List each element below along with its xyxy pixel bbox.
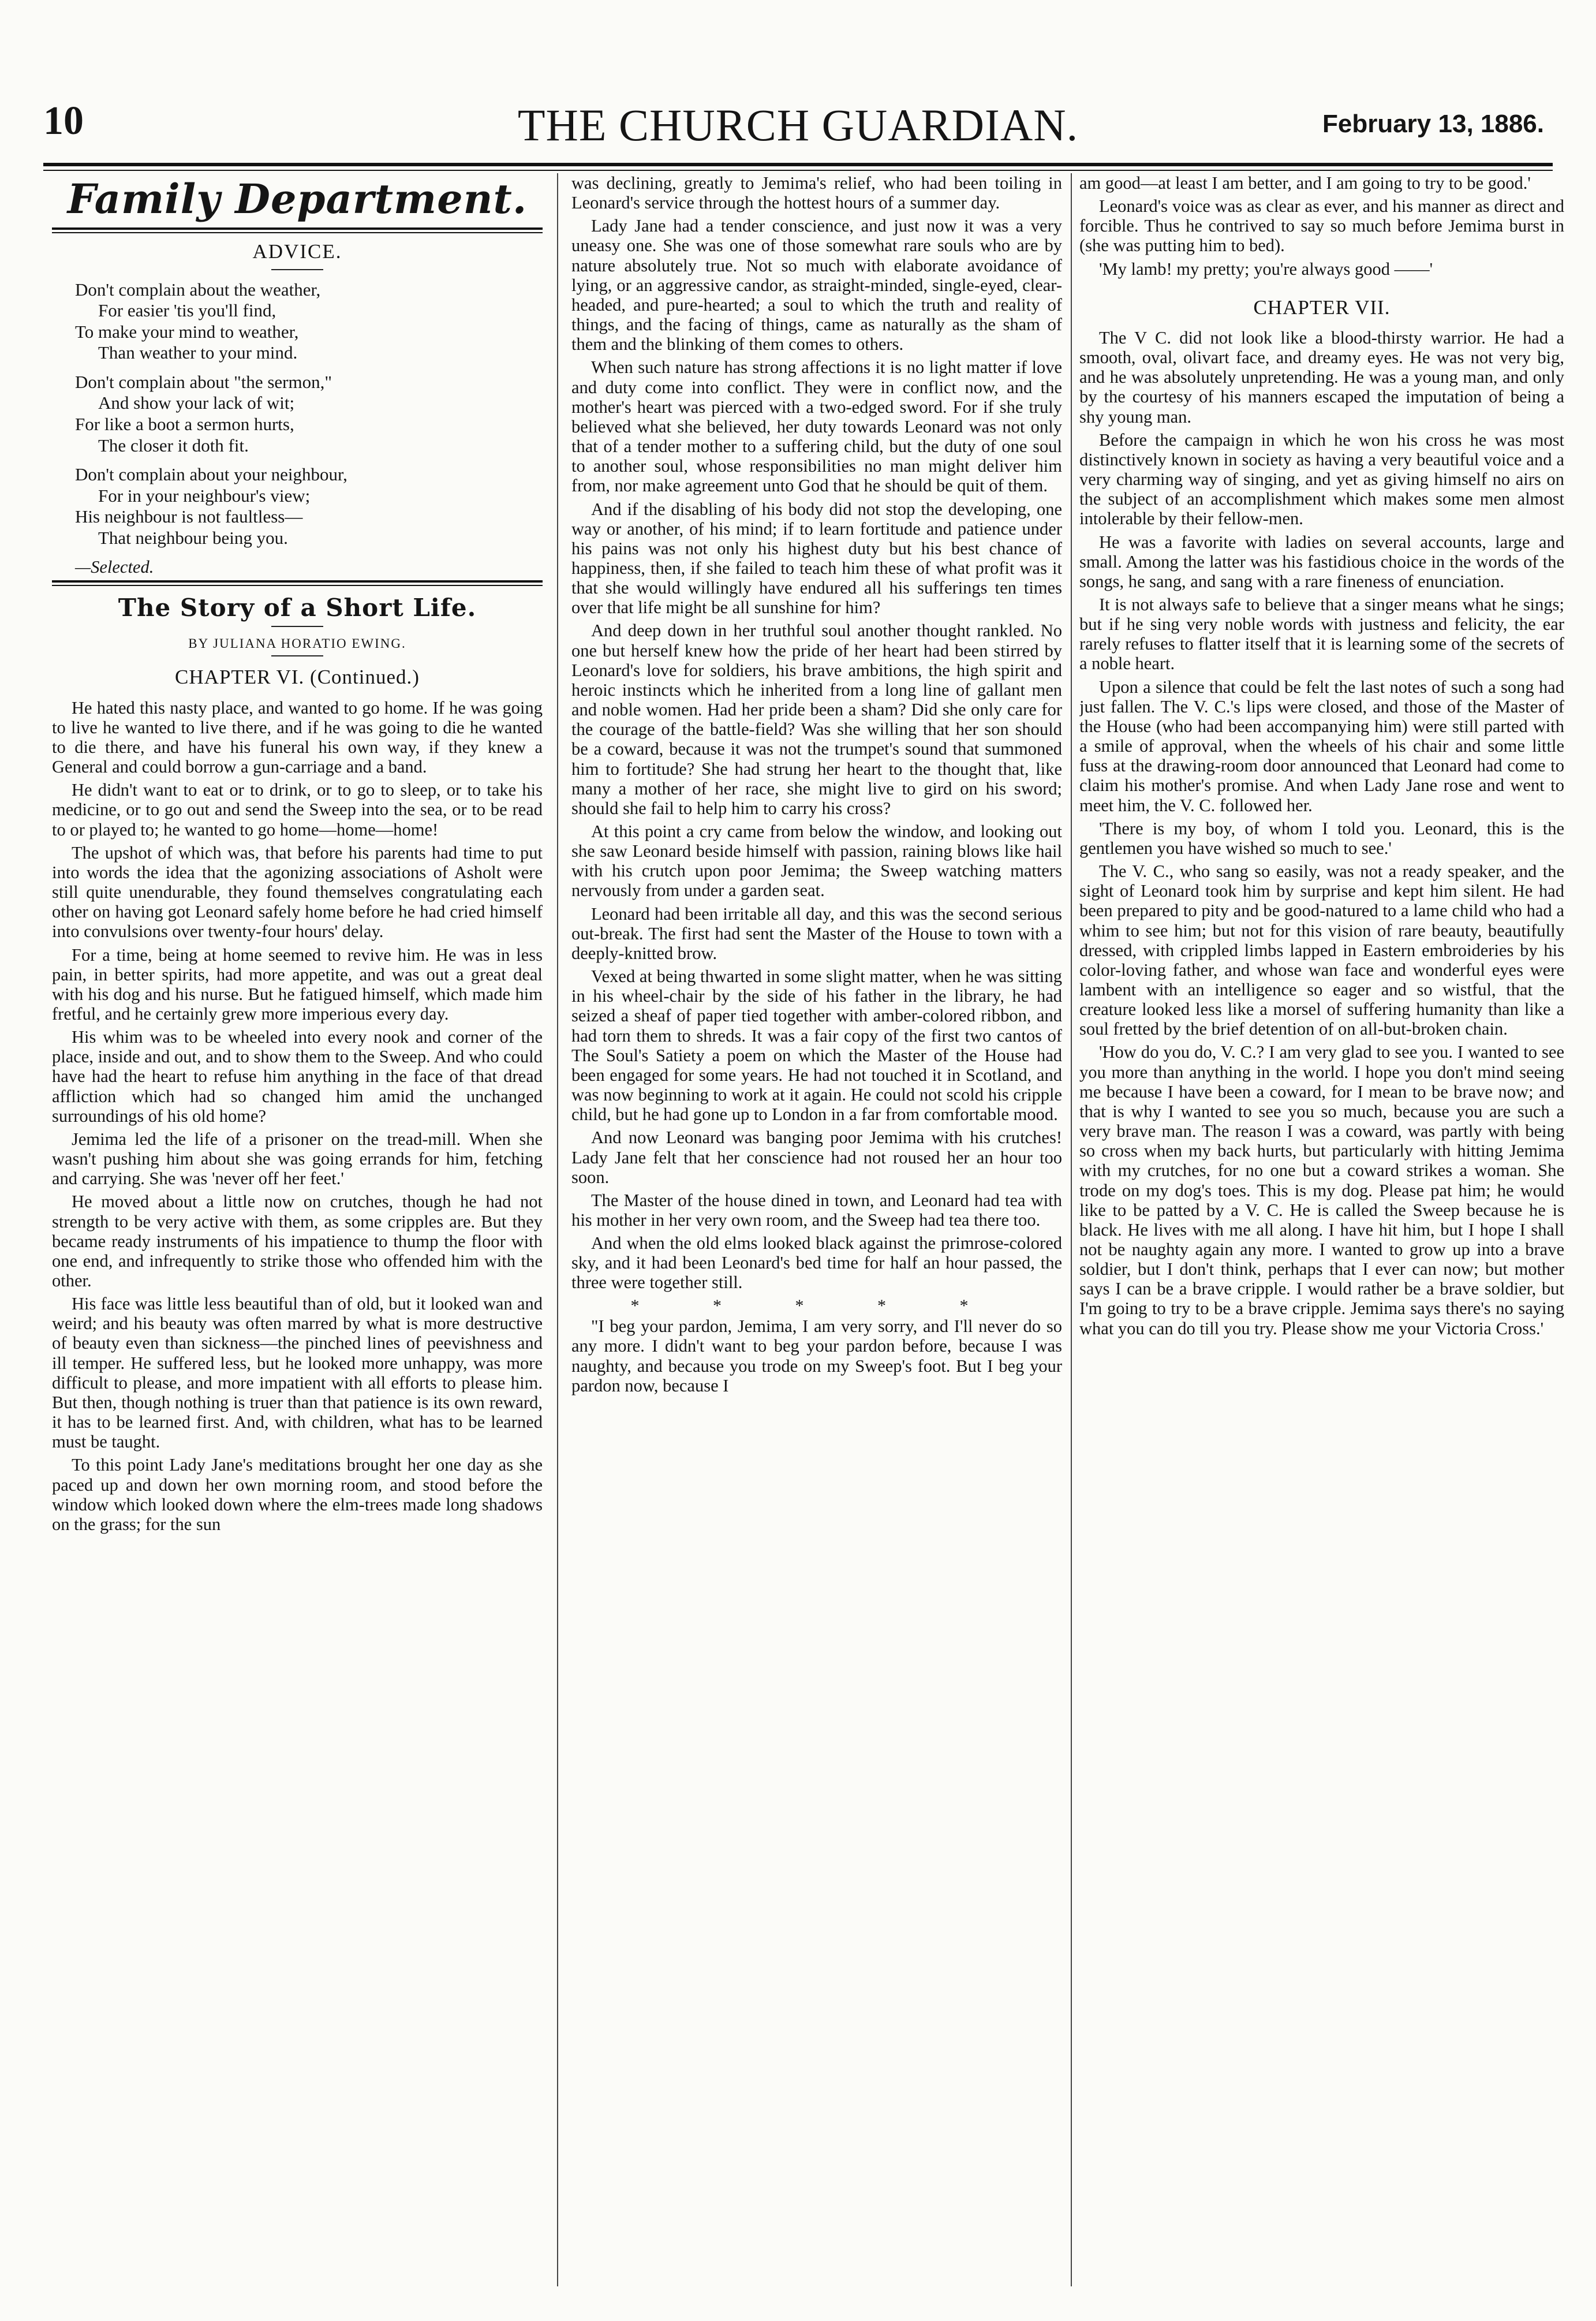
issue-date: February 13, 1886. xyxy=(1322,110,1544,138)
poem-line: Than weather to your mind. xyxy=(98,342,298,363)
divider xyxy=(52,580,543,583)
poem-stanza xyxy=(52,372,543,456)
chapter-heading: CHAPTER VII. xyxy=(1253,296,1391,319)
paragraph: "I beg your pardon, Jemima, I am very sorry, and I'll never do so any more. I didn't want to beg your pardon before, because I was naughty, and because you trode on my Sweep's foot. But I beg your pardon now, because I xyxy=(571,1316,1062,1395)
paragraph: It is not always safe to believe that a singer means what he sings; but if he sing very noble words with justness and felicity, the ear rarely refuses to flatter itself that it is learning some of the secrets of a noble heart. xyxy=(1079,595,1564,674)
article-body xyxy=(1079,173,1564,279)
paragraph: Leonard's voice was as clear as ever, and his manner as direct and forcible. Thus he contrived to say so much before Jemima burst in (she was putting him to bed). xyxy=(1079,196,1564,256)
paragraph: And deep down in her truthful soul another thought rankled. No one but herself knew how the pride of her heart had been stirred by Leonard's love for soldiers, his brave ambitions, the high spirit and heroic instincts which he inherited from a long line of gallant men and noble women. Had her pride been a sham? Did she only care for the courage of the battle-field? Was she willing that her son should be a coward, because it was not the trumpet's sound that summoned him to fortitude? She had strung her heart to the thought that, like many a mother of her race, she might live to gird on his sword; should she fail to help him to carry his cross? xyxy=(571,621,1062,818)
divider xyxy=(52,585,543,586)
paragraph: He didn't want to eat or to drink, or to go to sleep, or to take his medicine, or to go out and send the Sweep into the sea, or to be read to or played to; he wanted to go home—home—home! xyxy=(52,780,543,839)
divider xyxy=(271,655,323,656)
article-body xyxy=(571,1316,1062,1395)
section-break: * * * * * xyxy=(630,1296,1003,1315)
chapter-heading: CHAPTER VI. (Continued.) xyxy=(175,666,420,689)
paragraph: He was a favorite with ladies on several accounts, large and small. Among the latter was his fastidious choice in the words of the songs, he sang, and sang with a rare fineness of enunciation. xyxy=(1079,532,1564,591)
paragraph: Lady Jane had a tender conscience, and just now it was a very uneasy one. She was one of those somewhat rare souls who are by nature absolutely true. Not so much with elaborate avoidance of lying, or an aggressive candor, as straight-minded, single-eyed, clear-headed, and pure-hearted; a soul to which the truth and reality of things, and the facing of things, came as naturally as the sham of them and the blinking of them comes to others. xyxy=(571,216,1062,355)
divider xyxy=(271,269,323,270)
column-divider xyxy=(557,173,558,2286)
poem-line: For easier 'tis you'll find, xyxy=(98,300,276,321)
divider xyxy=(52,227,543,230)
paragraph: The Master of the house dined in town, and Leonard had tea with his mother in her very own room, and the Sweep had tea there too. xyxy=(571,1190,1062,1230)
paragraph: The V. C., who sang so easily, was not a ready speaker, and the sight of Leonard took him by surprise and kept him silent. He had been prepared to pity and be good-natured to a lame child who had a whim to see him; but not for this vision of rare beauty, beautifully dressed, with crippled limbs lapped in Eastern embroideries by his color-loving father, and whose wan face and wonderful eyes were lambent with an intelligence so eager and so wistful, that the creature looked less like a morsel of suffering humanity than like a soul fretted by the brief detention of on all-but-broken chain. xyxy=(1079,861,1564,1039)
paragraph: am good—at least I am better, and I am going to try to be good.' xyxy=(1079,173,1531,193)
poem-line: Don't complain about "the sermon," xyxy=(75,371,332,392)
paragraph: And when the old elms looked black against the primrose-colored sky, and it had been Leonard's bed time for half an hour passed, the three were together still. xyxy=(571,1233,1062,1293)
paragraph: When such nature has strong affections it is no light matter if love and duty come into conflict. They were in conflict now, and the mother's heart was pierced with a two-edged sword. For if she truly believed what she believed, her duty towards Leonard was not only that of a tender mother to a suffering child, but the duty of one soul to another soul, whose responsibilities no man might deliver him from, nor make agreement unto God that he should be quit of them. xyxy=(571,357,1062,496)
poem xyxy=(52,279,543,549)
paragraph: Leonard had been irritable all day, and this was the second serious out-break. The first had sent the Master of the House to town with a deeply-knitted brow. xyxy=(571,904,1062,963)
poem-line: For in your neighbour's view; xyxy=(98,485,311,506)
article-body xyxy=(52,698,543,1534)
paragraph: He hated this nasty place, and wanted to go home. If he was going to live he wanted to live there, and if he was going to die he wanted to die there, and have his funeral his own way, if they knew a General and could borrow a gun-carriage and a band. xyxy=(52,697,543,777)
paragraph: His whim was to be wheeled into every nook and corner of the place, inside and out, and to show them to the Sweep. And who could have had the heart to refuse him anything in the face of that dread affliction which had so changed him amid the unchanged surroundings of his old home? xyxy=(52,1027,543,1126)
poem-stanza xyxy=(52,464,543,548)
newspaper-title: THE CHURCH GUARDIAN. xyxy=(517,100,1079,150)
column-3 xyxy=(1079,173,1564,2309)
column-2 xyxy=(571,173,1062,2309)
paragraph: At this point a cry came from below the window, and looking out she saw Leonard beside himself with passion, raining blows like hail with his crutch upon poor Jemima; the Sweep watching matters nervously from under a garden seat. xyxy=(571,822,1062,901)
poem-line: Don't complain about the weather, xyxy=(75,279,321,300)
divider xyxy=(52,232,543,233)
paragraph: He moved about a little now on crutches, though he had not strength to be very active with them, as some cripples are. But they became ready instruments of his impatience to thump the floor with one end, and infrequently to strike those who offended him with the other. xyxy=(52,1192,543,1291)
poem-title: ADVICE. xyxy=(252,240,342,263)
paragraph: For a time, being at home seemed to revive him. He was in less pain, in better spirits, had more appetite, and was out a great deal with his dog and his nurse. But he fatigued himself, which made him fretful, and he certainly grew more imperious every day. xyxy=(52,945,543,1024)
article-body xyxy=(571,173,1062,1293)
paragraph: Upon a silence that could be felt the last notes of such a song had just fallen. The V. C.'s lips were closed, and those of the Master of the House (who had been accompanying him) were still parted with a smile of approval, when the wheels of his chair and some little fuss at the drawing-room door announced that Leonard had come to claim his mother's promise. And when Lady Jane rose and went to meet him, the V. C. followed her. xyxy=(1079,677,1564,815)
poem-credit: —Selected. xyxy=(75,557,154,577)
poem-stanza xyxy=(52,279,543,364)
paragraph: Before the campaign in which he won his cross he was most distinctively known in society as having a very beautiful voice and a very charming way of singing, and yet as giving himself no airs on the subject of an accomplishment which makes some men almost intolerable by their fellow-men. xyxy=(1079,430,1564,529)
column-1 xyxy=(52,173,543,2309)
paragraph: And now Leonard was banging poor Jemima with his crutches! Lady Jane felt that her conscience had not roused her an hour too soon. xyxy=(571,1128,1062,1187)
story-title: The Story of a Short Life. xyxy=(118,593,477,622)
poem-line: And show your lack of wit; xyxy=(98,393,295,413)
paragraph: 'There is my boy, of whom I told you. Leonard, this is the gentlemen you have wished so much to see.' xyxy=(1079,818,1564,858)
page-number: 10 xyxy=(43,99,84,143)
paragraph: Jemima led the life of a prisoner on the tread-mill. When she wasn't pushing him about she was going errands for him, fetching and carrying. She was 'never off her feet.' xyxy=(52,1129,543,1189)
article-body xyxy=(1079,328,1564,1338)
paragraph: 'My lamb! my pretty; you're always good ——' xyxy=(1099,259,1433,279)
byline: BY JULIANA HORATIO EWING. xyxy=(188,636,406,651)
masthead-rule-thick xyxy=(43,163,1553,166)
department-heading: Family Department. xyxy=(67,175,528,223)
masthead-rule-thin xyxy=(43,170,1553,171)
poem-line: His neighbour is not faultless— xyxy=(75,506,303,527)
paragraph: 'How do you do, V. C.? I am very glad to see you. I wanted to see you more than anything in the world. I hope you don't mind seeing me because I have been a coward, for I mean to be brave now; and that is why I wanted to see you so much, because you are such a very brave man. The reason I was a coward, was partly with being so cross when my back hurts, but particularly with hitting Jemima with my crutches, for no one but a coward strikes a woman. She trode on my dog's toes. This is my dog. Please pat him; he would like to be patted by a V. C. He is called the Sweep because he is black. He lives with me all along. I have hit him, but I hope I shall not be naughty again any more. I wanted to grow up into a brave soldier, but I don't think, perhaps that I ever can now; but mother says I can be a brave cripple. I would rather be a brave soldier, but I'm going to try to be a brave cripple. Jemima says there's no saying what you can do till you try. Please show me your Victoria Cross.' xyxy=(1079,1042,1564,1338)
paragraph: And if the disabling of his body did not stop the developing, one way or another, of his mind; if to learn fortitude and patience under his pains was not only his highest duty but his best chance of happiness, then, if she failed to teach him these of what profit was it that she would willingly have endured all his sufferings ten times over that life might be all sunshine for him? xyxy=(571,499,1062,618)
poem-line: Don't complain about your neighbour, xyxy=(75,464,347,485)
poem-line: That neighbour being you. xyxy=(98,527,288,548)
poem-line: For like a boot a sermon hurts, xyxy=(75,414,294,435)
paragraph: was declining, greatly to Jemima's relief, who had been toiling in Leonard's service through the hottest hours of a summer day. xyxy=(571,173,1062,213)
divider xyxy=(271,626,323,627)
paragraph: The upshot of which was, that before his parents had time to put into words the idea that the agonizing associations of Asholt were still quite unendurable, they found themselves congratulating each other on having got Leonard safely home before he had cried himself into convulsions over twenty-four hours' delay. xyxy=(52,842,543,942)
column-divider xyxy=(1071,173,1072,2286)
paragraph: Vexed at being thwarted in some slight matter, when he was sitting in his wheel-chair by the side of his father in the library, he had seized a sheaf of paper tied together with amber-colored ribbon, and had torn them to shreds. It was a fair copy of the first two cantos of The Soul's Satiety a poem on which the Master of the House had been engaged for some years. He had not touched it in Scotland, and was now beginning to work at it again. He could not scold his cripple child, but he had gone up to London in a far from comfortable mood. xyxy=(571,967,1062,1125)
paragraph: To this point Lady Jane's meditations brought her one day as she paced up and down her own morning room, and stood before the window which looked down where the elm-trees made long shadows on the grass; for the sun xyxy=(52,1455,543,1534)
masthead xyxy=(0,0,1596,191)
paragraph: The V C. did not look like a blood-thirsty warrior. He had a smooth, oval, olivart face, and dreamy eyes. He was not very big, and he was absolutely unpretending. He was a young man, and only by the courtesy of his manners escaped the imputation of being a shy young man. xyxy=(1079,327,1564,427)
poem-line: The closer it doth fit. xyxy=(98,435,249,456)
paragraph: His face was little less beautiful than of old, but it looked wan and weird; and his beauty was often marred by what is more destructive of beauty even than sickness—the pinched lines of peevishness and ill temper. He suffered less, but he looked more unhappy, was more difficult to please, and more impatient with all efforts to please him. But then, though nothing is truer than that patience is its own reward, it has to be learned first. And, with children, what has to be learned must be taught. xyxy=(52,1294,543,1452)
poem-line: To make your mind to weather, xyxy=(75,321,299,342)
